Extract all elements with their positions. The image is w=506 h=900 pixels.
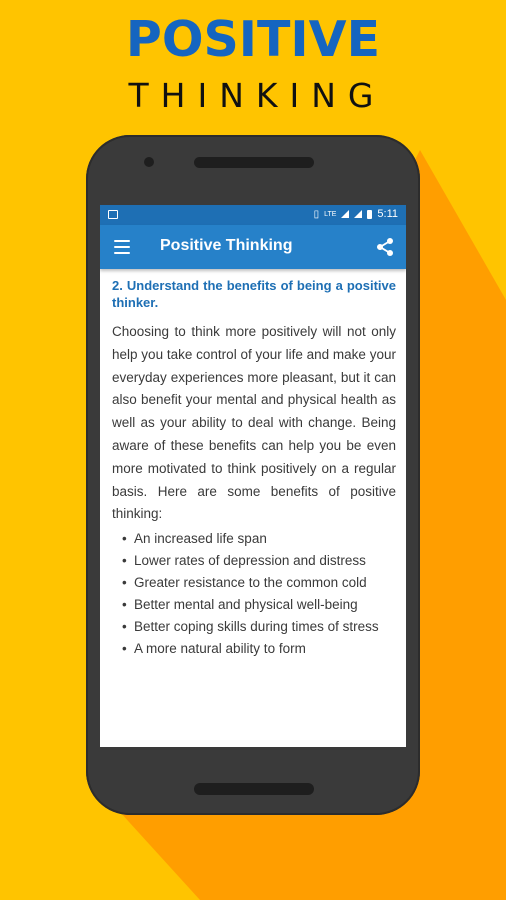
battery-icon	[367, 210, 372, 219]
promo-title: POSITIVE	[125, 11, 381, 68]
hamburger-menu-icon[interactable]	[114, 240, 130, 254]
promo-subtitle: THINKING	[128, 76, 386, 115]
vibrate-icon: ▯	[313, 208, 320, 220]
app-title: Positive Thinking	[160, 237, 293, 254]
share-icon[interactable]	[376, 237, 394, 257]
phone-screen	[100, 205, 406, 747]
status-icons	[314, 208, 398, 220]
camera-icon	[144, 157, 154, 167]
list-item: • A more natural ability to form	[122, 638, 396, 660]
speaker-grille	[194, 157, 314, 168]
section-title: 2. Understand the benefits of being a positive thinker.	[112, 278, 396, 310]
lte-icon: LTE	[324, 210, 337, 218]
image-icon	[108, 210, 118, 219]
status-time: 5:11	[377, 208, 398, 220]
list-item: • An increased life span	[122, 528, 396, 550]
article-content	[100, 269, 406, 660]
benefits-list	[112, 528, 396, 660]
app-bar	[100, 225, 406, 269]
status-bar	[100, 205, 406, 225]
article-paragraph: Choosing to think more positively will not only help you take control of your life and make your everyday experiences more pleasant, but it can also benefit your mental and physical health as well as your ability to deal with change. Being aware of these benefits can help you be even more motivated to think positively on a regular basis. Here are some benefits of positive thinking:	[112, 324, 396, 522]
phone-frame	[86, 135, 420, 815]
list-item: • Greater resistance to the common cold	[122, 572, 396, 594]
list-item: • Lower rates of depression and distress	[122, 550, 396, 572]
signal-icon	[354, 210, 362, 218]
list-item: • Better coping skills during times of stress	[122, 616, 396, 638]
home-button[interactable]	[194, 783, 314, 795]
wifi-icon	[341, 210, 349, 218]
list-item: • Better mental and physical well-being	[122, 594, 396, 616]
